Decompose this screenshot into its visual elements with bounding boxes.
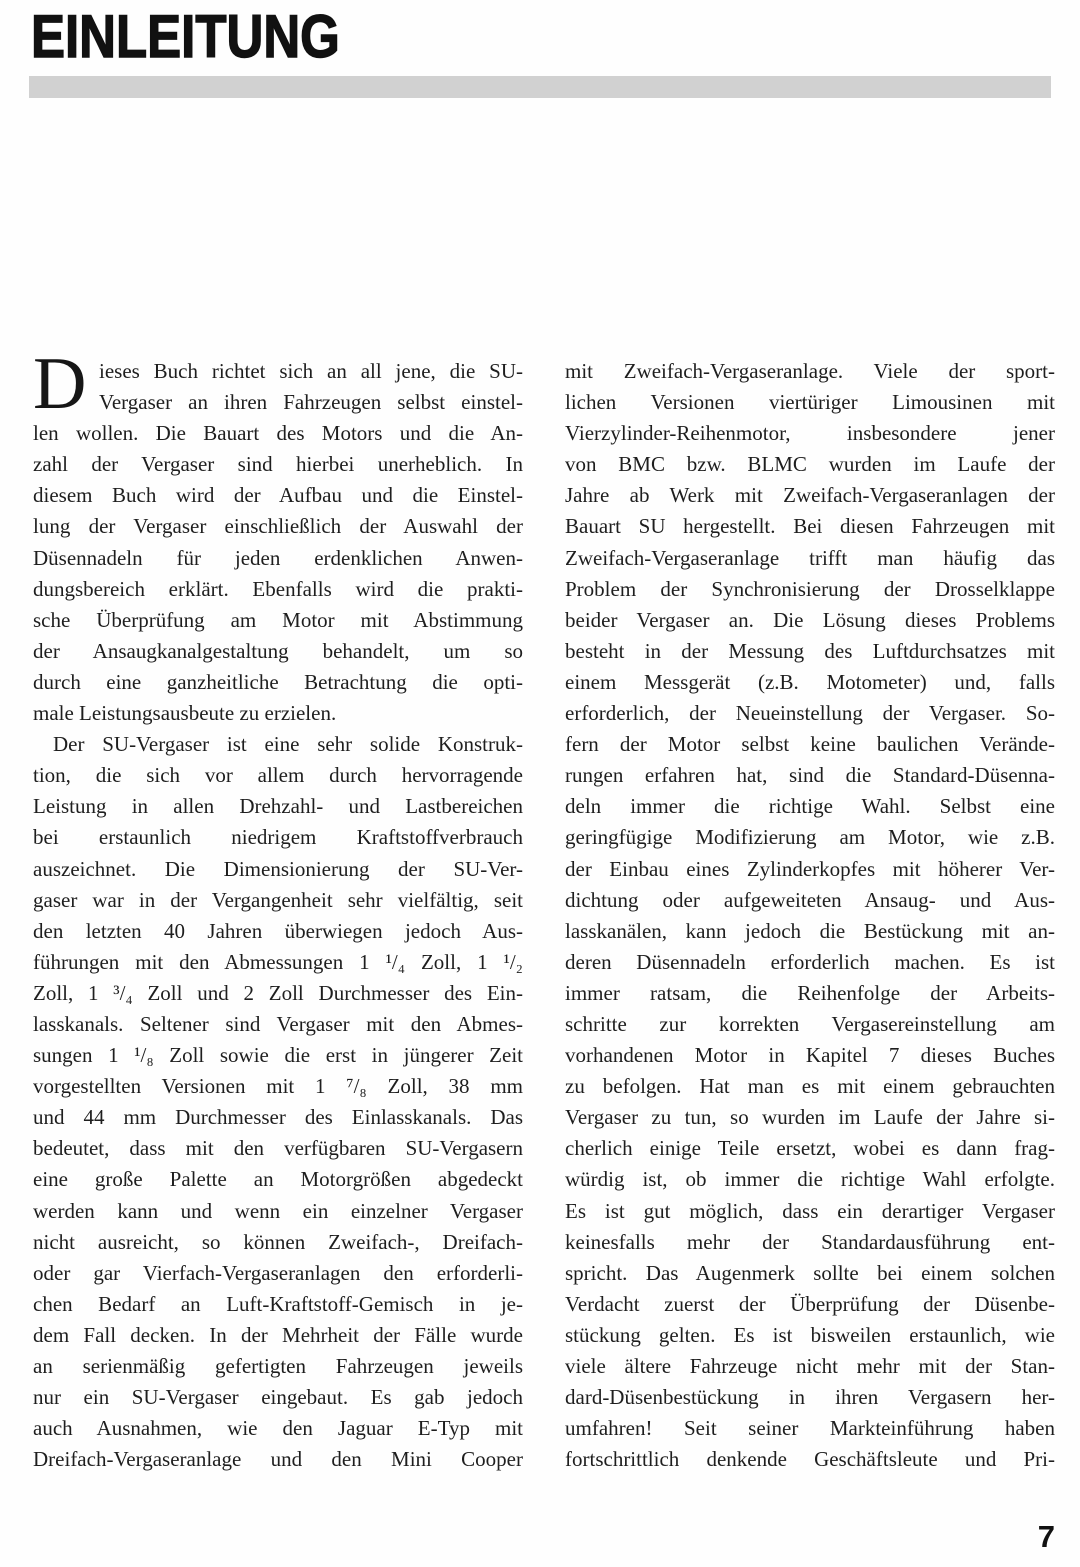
- text-line: erforderlich, der Neueinstellung der Vergaser. So-: [565, 701, 1055, 726]
- text-line: Zoll, 1 ³/₄ Zoll und 2 Zoll Durchmesser des Ein-: [33, 980, 523, 1005]
- text-line: mit Zweifach-Vergaseranlage. Viele der sport-: [565, 359, 1055, 383]
- text-line: dard-Düsenbestückung in ihren Vergasern her-: [565, 1385, 1055, 1410]
- text-line: bedeutet, dass mit den verfügbaren SU-Vergasern: [33, 1136, 523, 1161]
- text-line: schritte zur korrekten Vergasereinstellung am: [565, 1011, 1055, 1036]
- text-line: Jahre ab Werk mit Zweifach-Vergaseranlagen der: [565, 483, 1055, 508]
- text-line: viele ältere Fahrzeuge nicht mehr mit der Stan-: [565, 1354, 1055, 1378]
- text-line: der Einbau eines Zylinderkopfes mit höherer Ver-: [565, 856, 1055, 881]
- text-line: Leistung in allen Drehzahl- und Lastbereichen: [33, 794, 523, 819]
- text-line: diesem Buch wird der Aufbau und die Einstel-: [33, 483, 523, 508]
- text-line: der Ansaugkanalgestaltung behandelt, um so: [33, 638, 523, 663]
- text-line: Vergaser zu tun, so wurden im Laufe der Jahre si-: [565, 1105, 1055, 1130]
- text-line: nur ein SU-Vergaser eingebaut. Es gab jedoch: [33, 1385, 523, 1410]
- text-line: immer ratsam, die Reihenfolge der Arbeits-: [565, 980, 1055, 1005]
- page-number: 7: [1037, 1519, 1055, 1554]
- text-line: lasskanälen, kann jedoch die Bestückung mit an-: [565, 918, 1055, 943]
- title-divider-bar: [29, 76, 1051, 98]
- text-line: werden kann und wenn ein einzelner Vergaser: [33, 1198, 523, 1223]
- text-line: vorhandenen Motor in Kapitel 7 dieses Buches: [565, 1043, 1055, 1068]
- text-line: deren Düsennadeln erforderlich machen. Es ist: [565, 949, 1055, 974]
- text-line: Zweifach-Vergaseranlage trifft man häufig das: [565, 545, 1055, 570]
- text-line: eine große Palette an Motorgrößen abgedeckt: [33, 1167, 523, 1192]
- text-line: zahl der Vergaser sind hierbei unerheblich. In: [33, 452, 523, 477]
- text-column-left: [33, 343, 523, 1475]
- text-line: keinesfalls mehr der Standardausführung ent-: [565, 1229, 1055, 1254]
- text-line: auszeichnet. Die Dimensionierung der SU-Ver-: [33, 856, 523, 881]
- text-line: spricht. Das Augenmerk sollte bei einem solchen: [565, 1260, 1055, 1285]
- text-line: nicht ausreicht, so können Zweifach-, Dreifach-: [33, 1229, 523, 1254]
- text-line: Es ist gut möglich, dass ein derartiger Vergaser: [565, 1198, 1055, 1223]
- article-body: [33, 343, 1055, 1475]
- text-line: ieses Buch richtet sich an all jene, die SU-: [99, 359, 523, 383]
- text-line: zu befolgen. Hat man es mit einem gebrauchten: [565, 1074, 1055, 1099]
- text-line: lung der Vergaser einschließlich der Auswahl der: [33, 514, 523, 539]
- text-line: rungen erfahren hat, sind die Standard-Düsenna-: [565, 763, 1055, 788]
- text-line: sche Überprüfung am Motor mit Abstimmung: [33, 607, 523, 632]
- text-line: fern der Motor selbst keine baulichen Verände-: [565, 732, 1055, 757]
- text-line: an serienmäßig gefertigten Fahrzeugen jeweils: [33, 1354, 523, 1378]
- text-line: von BMC bzw. BLMC wurden im Laufe der: [565, 452, 1055, 477]
- drop-cap: D: [33, 343, 87, 425]
- text-line: führungen mit den Abmessungen 1 ¹/₄ Zoll, 1 ¹/₂: [33, 949, 523, 974]
- text-line: lichen Versionen viertüriger Limousinen mit: [565, 390, 1055, 415]
- text-line: auch Ausnahmen, wie den Jaguar E-Typ mit: [33, 1416, 523, 1441]
- text-line: Vergaser an ihren Fahrzeugen selbst einstel-: [99, 390, 523, 415]
- text-line: oder gar Vierfach-Vergaseranlagen den erforderli-: [33, 1260, 523, 1285]
- text-line: deln immer die richtige Wahl. Selbst eine: [565, 794, 1055, 819]
- text-line: chen Bedarf an Luft-Kraftstoff-Gemisch in je-: [33, 1291, 523, 1316]
- text-line: male Leistungsausbeute zu erzielen.: [33, 701, 337, 726]
- text-line: gaser war in der Vergangenheit sehr vielfältig, seit: [33, 887, 523, 912]
- text-line: bei erstaunlich niedrigem Kraftstoffverbrauch: [33, 825, 523, 850]
- text-line: durch eine ganzheitliche Betrachtung die opti-: [33, 669, 523, 694]
- text-line: den letzten 40 Jahren überwiegen jedoch Aus-: [33, 918, 523, 943]
- text-column-right: [565, 356, 1055, 1475]
- text-line: und 44 mm Durchmesser des Einlasskanals. Das: [33, 1105, 523, 1130]
- text-line: beider Vergaser an. Die Lösung dieses Problems: [565, 607, 1055, 632]
- text-line: stückung gelten. Es ist bisweilen erstaunlich, wie: [565, 1322, 1055, 1347]
- text-line: geringfügige Modifizierung am Motor, wie z.B.: [565, 825, 1055, 850]
- text-line: lasskanals. Seltener sind Vergaser mit den Abmes-: [33, 1011, 523, 1036]
- text-line: würdig ist, ob immer die richtige Wahl erfolgte.: [565, 1167, 1055, 1192]
- text-line: Dreifach-Vergaseranlage und den Mini Cooper: [33, 1447, 523, 1472]
- text-line: dichtung oder aufgeweiteten Ansaug- und Aus-: [565, 887, 1055, 912]
- text-line: umfahren! Seit seiner Markteinführung haben: [565, 1416, 1055, 1441]
- text-line: Verdacht zuerst der Überprüfung der Düsenbe-: [565, 1291, 1055, 1316]
- text-line: Der SU-Vergaser ist eine sehr solide Konstruk-: [53, 732, 523, 757]
- text-line: dem Fall decken. In der Mehrheit der Fälle wurde: [33, 1322, 523, 1347]
- text-line: besteht in der Messung des Luftdurchsatzes mit: [565, 638, 1055, 663]
- text-line: Düsennadeln für jeden erdenklichen Anwen-: [33, 545, 523, 570]
- text-line: tion, die sich vor allem durch hervorragende: [33, 763, 523, 788]
- text-line: Bauart SU hergestellt. Bei diesen Fahrzeugen mit: [565, 514, 1055, 539]
- text-line: fortschrittlich denkende Geschäftsleute und Pri-: [565, 1447, 1055, 1472]
- page-title: EINLEITUNG: [31, 3, 340, 70]
- text-line: Problem der Synchronisierung der Drosselklappe: [565, 576, 1055, 601]
- text-line: len wollen. Die Bauart des Motors und die An-: [33, 421, 523, 446]
- text-line: einem Messgerät (z.B. Motometer) und, falls: [565, 669, 1055, 694]
- text-line: sungen 1 ¹/₈ Zoll sowie die erst in jüngerer Zeit: [33, 1043, 523, 1068]
- text-line: vorgestellten Versionen mit 1 ⁷/₈ Zoll, 38 mm: [33, 1074, 523, 1099]
- text-line: dungsbereich erklärt. Ebenfalls wird die prakti-: [33, 576, 523, 601]
- text-line: Vierzylinder-Reihenmotor, insbesondere jener: [565, 421, 1055, 446]
- text-line: cherlich einige Teile ersetzt, wobei es dann frag-: [565, 1136, 1055, 1161]
